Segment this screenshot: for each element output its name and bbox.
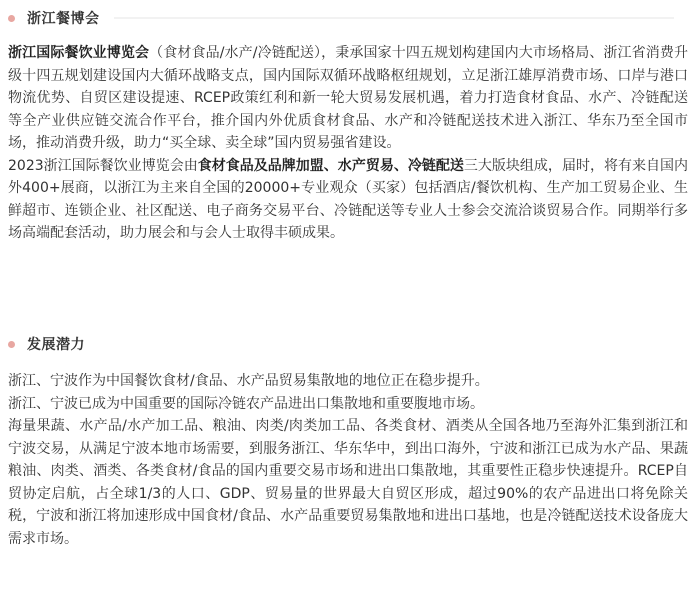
section-title: 发展潜力 (27, 337, 85, 353)
sectors-highlight: 食材食品及品牌加盟、水产贸易、冷链配送 (197, 157, 464, 174)
section-divider (114, 17, 674, 19)
potential-paragraph-2: 浙江、宁波已成为中国重要的国际冷链农产品进出口集散地和重要腹地市场。 (8, 395, 484, 412)
bullet-dot-icon (8, 341, 15, 348)
section-header-development-potential (8, 333, 85, 355)
composition-text-post: 三大版块组成，届时，将有来自国内外400+展商，以浙江为主来自全国的20000+专业观众（买家）包括酒店/餐饮机构、生产加工贸易企业、生鲜超市、连锁企业、社区配送、电子商务交易平台、冷链配送等专业人士参会交流洽谈贸易合作。同期举行多场高端配套活动，助力展会和与会人士取得丰硕成果。 (8, 157, 689, 241)
intro-paragraph (8, 42, 688, 155)
section-title: 浙江餐博会 (27, 11, 100, 27)
section-content-development-potential (8, 370, 688, 550)
composition-text-pre: 2023浙江国际餐饮业博览会由 (8, 157, 198, 174)
composition-paragraph (8, 155, 688, 245)
potential-paragraph-1: 浙江、宁波作为中国餐饮食材/食品、水产品贸易集散地的地位正在稳步提升。 (8, 373, 489, 389)
intro-text: （食材食品/水产/冷链配送），秉承国家十四五规划构建国内大市场格局、浙江省消费升级十四五规划建设国内大循环战略支点，国内国际双循环战略枢纽规划，立足浙江雄厚消费市场、口岸与港口物流优势、自贸区建设提速、RCEP政策红利和新一轮大贸易发展机遇，着力打造食材食品、水产、冷链配送等全产业供应链交流合作平台，推介国内外优质食材食品、水产和冷链配送技术进入浙江、华东乃至全国市场，推动消费升级，助力“买全球、卖全球”国内贸易强省建设。 (8, 45, 688, 151)
section-header-zhejiang-expo (8, 7, 100, 29)
section-content-zhejiang-expo (8, 42, 688, 245)
potential-paragraph-3: 海量果蔬、水产品/水产加工品、粮油、肉类/肉类加工品、各类食材、酒类从全国各地乃至海外汇集到浙江和宁波交易，从满足宁波本地市场需要，到服务浙江、华东华中，到出口海外，宁波和浙江已成为水产品、果蔬粮油、肉类、酒类、各类食材/食品的国内重要交易市场和进出口集散地，其重要性正稳步快速提升。RCEP自贸协定启航，占全球1/3的人口、GDP、贸易量的世界最大自贸区形成，超过90%的农产品进出口将免除关税，宁波和浙江将加速形成中国食材/食品、水产品重要贸易集散地和进出口基地，也是冷链配送技术设备庞大需求市场。 (8, 418, 688, 547)
expo-name: 浙江国际餐饮业博览会 (8, 45, 150, 61)
bullet-dot-icon (8, 15, 15, 22)
